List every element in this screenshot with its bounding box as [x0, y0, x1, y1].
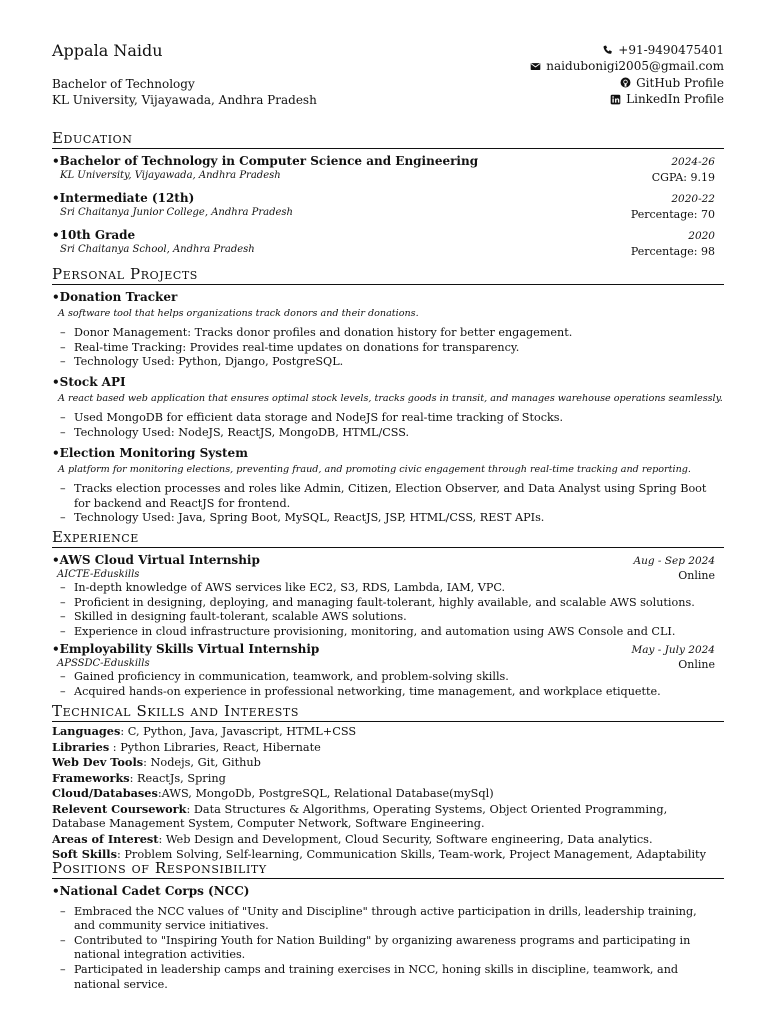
experience-points [52, 670, 724, 699]
skill-row [52, 755, 724, 771]
resume-page [52, 40, 724, 991]
experience-title: •AWS Cloud Virtual Internship [52, 553, 260, 567]
skill-value: : Web Design and Development, Cloud Security, Software engineering, Data analytics. [158, 832, 653, 846]
education-date: 2024-26 [671, 156, 715, 168]
list-item: – Acquired hands-on experience in professional networking, time management, and workplace etiquette. [60, 685, 724, 700]
email-address: naidubonigi2005@gmail.com [546, 59, 724, 74]
education-title: •10th Grade [52, 228, 136, 242]
project-points [52, 326, 724, 370]
education-place: Sri Chaitanya Junior College, Andhra Pradesh [60, 206, 293, 218]
skill-row [52, 771, 724, 787]
project-description: A react based web application that ensures optimal stock levels, tracks goods in transit, and manages warehouse operations seamlessly. [58, 392, 723, 404]
experience-points [52, 581, 724, 639]
list-item: – In-depth knowledge of AWS services like EC2, S3, RDS, Lambda, IAM, VPC. [60, 581, 724, 596]
experience-date: Aug - Sep 2024 [633, 555, 715, 567]
list-item: – Used MongoDB for efficient data storage and NodeJS for real-time tracking of Stocks. [60, 411, 724, 426]
github-link: GitHub Profile [636, 75, 724, 90]
list-item: – Contributed to "Inspiring Youth for Nation Building" by organizing awareness programs and participating in national integration activities. [60, 934, 720, 963]
skill-row [52, 802, 724, 832]
education-heading: Education [52, 129, 724, 149]
positions-heading: Positions of Responsibility [52, 859, 724, 879]
list-item: – Tracks election processes and roles like Admin, Citizen, Election Observer, and Data Analyst using Spring Boot for backend and ReactJS for frontend. [60, 482, 720, 511]
experience-title: •Employability Skills Virtual Internship [52, 642, 320, 656]
skill-label: Soft Skills [52, 847, 117, 861]
experience-mode: Online [678, 569, 715, 582]
project-item [52, 446, 724, 526]
list-item: – Technology Used: Python, Django, PostgreSQL. [60, 355, 724, 370]
resume-header [52, 40, 724, 130]
skill-value: :AWS, MongoDb, PostgreSQL, Relational Database(mySql) [157, 787, 494, 800]
skill-row [52, 786, 724, 802]
project-title: •Stock API [52, 375, 126, 389]
position-points [52, 905, 720, 993]
skill-value: : C, Python, Java, Javascript, HTML+CSS [120, 725, 357, 738]
skill-value: : Problem Solving, Self-learning, Communication Skills, Team-work, Project Management, Adaptability [116, 848, 706, 861]
list-item: – Technology Used: NodeJS, ReactJS, MongoDB, HTML/CSS. [60, 426, 724, 441]
experience-org: AICTE-Eduskills [57, 568, 140, 580]
phone-icon [602, 45, 613, 56]
skills-list [52, 724, 724, 863]
contact-info [530, 42, 724, 107]
education-score: CGPA: 9.19 [651, 171, 715, 184]
university: KL University, Vijayawada, Andhra Pradesh [52, 93, 317, 107]
list-item: – Participated in leadership camps and training exercises in NCC, honing skills in discipline, teamwork, and national service. [60, 963, 720, 992]
project-item [52, 375, 724, 440]
project-item [52, 290, 724, 370]
experience-heading: Experience [52, 528, 724, 548]
phone-number: +91-9490475401 [618, 43, 724, 57]
skill-label: Frameworks [52, 770, 130, 785]
envelope-icon [530, 61, 541, 72]
list-item: – Real-time Tracking: Provides real-time updates on donations for transparency. [60, 341, 724, 356]
project-description: A platform for monitoring elections, preventing fraud, and promoting civic engagement through real-time tracking and reporting. [58, 463, 691, 475]
candidate-name: Appala Naidu [52, 41, 163, 60]
linkedin-row[interactable] [530, 91, 724, 107]
linkedin-link: LinkedIn Profile [626, 91, 724, 106]
skill-value: : ReactJs, Spring [129, 771, 226, 785]
list-item: – Technology Used: Java, Spring Boot, MySQL, ReactJS, JSP, HTML/CSS, REST APIs. [60, 511, 720, 526]
skills-heading: Technical Skills and Interests [52, 702, 724, 722]
skill-label: Web Dev Tools [52, 755, 144, 769]
experience-mode: Online [678, 658, 715, 671]
education-date: 2020-22 [671, 193, 715, 205]
list-item: – Proficient in designing, deploying, and managing fault-tolerant, highly available, and scalable AWS solutions. [60, 596, 724, 611]
project-description: A software tool that helps organizations track donors and their donations. [58, 307, 419, 319]
education-title: •Intermediate (12th) [52, 191, 195, 205]
skill-label: Libraries [52, 739, 110, 754]
experience-item [52, 642, 724, 699]
education-item [52, 154, 724, 183]
education-place: KL University, Vijayawada, Andhra Pradesh [60, 169, 281, 181]
skill-value: : Python Libraries, React, Hibernate [109, 740, 321, 754]
github-row[interactable] [530, 75, 724, 91]
skill-label: Relevent Coursework [52, 801, 187, 816]
project-title: •Election Monitoring System [52, 446, 248, 460]
experience-date: May - July 2024 [631, 644, 715, 656]
list-item: – Skilled in designing fault-tolerant, scalable AWS solutions. [60, 610, 724, 625]
email-row[interactable] [530, 58, 724, 74]
education-item [52, 191, 724, 220]
experience-item [52, 553, 724, 640]
education-item [52, 228, 724, 257]
skill-label: Cloud/Databases [52, 786, 158, 800]
skill-label: Languages [52, 724, 121, 738]
list-item: – Embraced the NCC values of "Unity and Discipline" through active participation in drills, leadership training, and community service initiatives. [60, 905, 720, 934]
phone-row[interactable] [530, 42, 724, 58]
skill-value: : Nodejs, Git, Github [143, 756, 261, 769]
projects-heading: Personal Projects [52, 265, 724, 285]
skill-row [52, 832, 724, 848]
project-points [52, 411, 724, 440]
skill-row [52, 740, 724, 756]
degree: Bachelor of Technology [52, 77, 195, 91]
education-score: Percentage: 70 [630, 208, 715, 221]
project-title: •Donation Tracker [52, 290, 178, 304]
list-item: – Experience in cloud infrastructure provisioning, monitoring, and automation using AWS Console and CLI. [60, 625, 724, 640]
project-points [52, 482, 720, 526]
linkedin-icon [610, 94, 621, 105]
education-place: Sri Chaitanya School, Andhra Pradesh [60, 243, 255, 255]
list-item: – Gained proficiency in communication, teamwork, and problem-solving skills. [60, 670, 724, 685]
skill-label: Areas of Interest [52, 831, 159, 846]
github-icon [620, 77, 631, 88]
education-title: •Bachelor of Technology in Computer Science and Engineering [52, 154, 479, 168]
position-title: •National Cadet Corps (NCC) [52, 884, 250, 898]
experience-org: APSSDC-Eduskills [57, 657, 150, 669]
list-item: – Donor Management: Tracks donor profiles and donation history for better engagement. [60, 326, 724, 341]
education-date: 2020 [688, 230, 715, 242]
skill-value: : Data Structures & Algorithms, Operating Systems, Object Oriented Programming, Database Management System, Computer Network, Software Engineering. [52, 802, 668, 830]
position-item [52, 884, 724, 992]
education-score: Percentage: 98 [630, 245, 715, 258]
skill-row [52, 724, 724, 740]
